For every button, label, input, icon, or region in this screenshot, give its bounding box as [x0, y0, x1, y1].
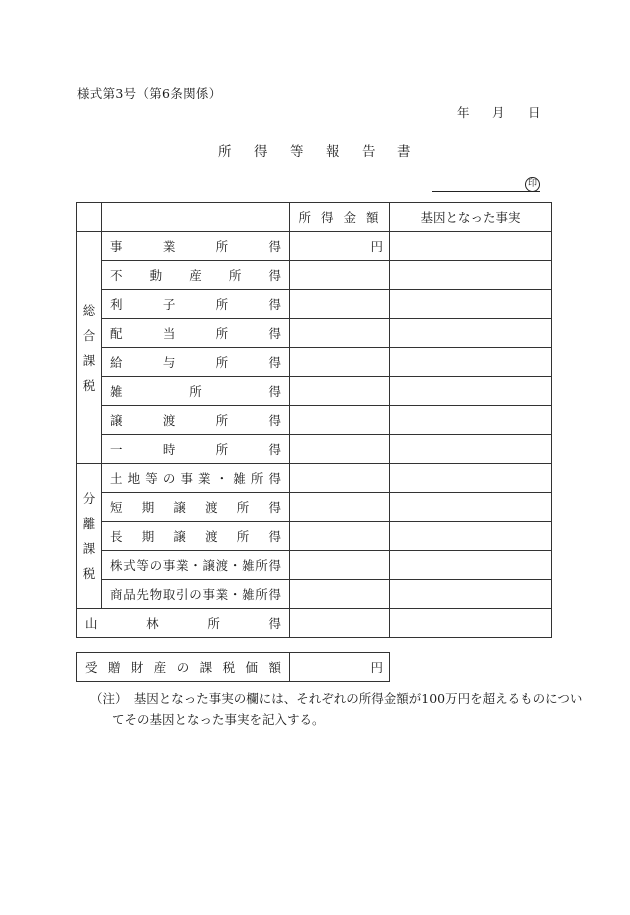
amount-cell[interactable]: [290, 348, 390, 377]
group-label-char: 税: [82, 377, 96, 393]
amount-cell[interactable]: [290, 377, 390, 406]
header-blank-cell: [77, 203, 102, 232]
row-label: 株式等の事業・譲渡・雑所得: [102, 551, 290, 580]
table-row: [77, 406, 552, 435]
amount-cell[interactable]: [290, 261, 390, 290]
group-label-bunri: [77, 464, 102, 609]
row-label: 事業所得: [102, 232, 290, 261]
table-row: [77, 609, 552, 638]
group-label-char: 課: [82, 541, 96, 556]
date-month: 月: [492, 105, 505, 120]
amount-cell[interactable]: [290, 580, 390, 609]
row-label: 土地等の事業・雑所得: [102, 464, 290, 493]
table-row: [77, 261, 552, 290]
form-number: 様式第3号（第6条関係）: [77, 86, 222, 101]
basis-cell[interactable]: [390, 377, 552, 406]
table-row: [77, 348, 552, 377]
row-label-forest: 山林所得: [77, 609, 290, 638]
income-table: [76, 202, 552, 638]
basis-cell[interactable]: [390, 493, 552, 522]
basis-cell[interactable]: [390, 464, 552, 493]
title-char: 告: [362, 144, 376, 160]
note-line-2: てその基因となった事実を記入する。: [112, 712, 325, 727]
basis-cell[interactable]: [390, 609, 552, 638]
table-row: [77, 551, 552, 580]
amount-cell[interactable]: 円: [290, 232, 390, 261]
table-row: [77, 580, 552, 609]
amount-cell[interactable]: [290, 319, 390, 348]
row-label: 短期譲渡所得: [102, 493, 290, 522]
name-line: [432, 191, 540, 192]
amount-cell[interactable]: [290, 551, 390, 580]
basis-cell[interactable]: [390, 522, 552, 551]
table-row: [77, 464, 552, 493]
row-label: 譲渡所得: [102, 406, 290, 435]
group-label-char: 分: [82, 491, 96, 506]
table-header-row: [77, 203, 552, 232]
amount-cell[interactable]: [290, 406, 390, 435]
group-label-char: 税: [82, 566, 96, 581]
note-line-1: （注） 基因となった事実の欄には、それぞれの所得金額が100万円を超えるものについ: [90, 691, 583, 706]
table-row: [77, 435, 552, 464]
amount-cell[interactable]: [290, 493, 390, 522]
seal-mark: 印: [525, 177, 540, 192]
basis-cell[interactable]: [390, 290, 552, 319]
table-row: [77, 377, 552, 406]
group-label-char: 総: [82, 302, 96, 318]
table-row: [77, 232, 552, 261]
table-row: [77, 653, 390, 682]
group-label-char: 合: [82, 327, 96, 343]
amount-cell[interactable]: [290, 522, 390, 551]
basis-cell[interactable]: [390, 261, 552, 290]
row-label: 一時所得: [102, 435, 290, 464]
title-char: 等: [290, 144, 304, 160]
row-label: 利子所得: [102, 290, 290, 319]
basis-cell[interactable]: [390, 406, 552, 435]
basis-cell[interactable]: [390, 580, 552, 609]
amount-cell[interactable]: [290, 464, 390, 493]
title-char: 所: [218, 144, 232, 160]
row-label: 雑所得: [102, 377, 290, 406]
amount-cell[interactable]: [290, 609, 390, 638]
row-label: 長期譲渡所得: [102, 522, 290, 551]
group-label-char: 課: [82, 352, 96, 368]
gift-table: [76, 652, 390, 682]
group-label-sogo: [77, 232, 102, 464]
amount-cell[interactable]: [290, 290, 390, 319]
title-char: 報: [326, 144, 340, 160]
table-row: [77, 522, 552, 551]
title-char: 書: [397, 144, 411, 160]
basis-cell[interactable]: [390, 551, 552, 580]
table-row: [77, 493, 552, 522]
table-row: [77, 319, 552, 348]
date-year: 年: [457, 105, 470, 120]
row-label: 給与所得: [102, 348, 290, 377]
amount-cell[interactable]: [290, 435, 390, 464]
header-amount: 所得金額: [290, 203, 390, 232]
header-blank-cell: [102, 203, 290, 232]
date-day: 日: [528, 105, 541, 120]
header-basis: 基因となった事実: [390, 203, 552, 232]
row-label: 不動産所得: [102, 261, 290, 290]
row-label: 商品先物取引の事業・雑所得: [102, 580, 290, 609]
group-label-char: 離: [82, 516, 96, 531]
row-label: 配当所得: [102, 319, 290, 348]
gift-label: 受贈財産の課税価額: [77, 653, 290, 682]
basis-cell[interactable]: [390, 348, 552, 377]
basis-cell[interactable]: [390, 232, 552, 261]
title-char: 得: [254, 144, 268, 160]
basis-cell[interactable]: [390, 435, 552, 464]
gift-amount-cell[interactable]: 円: [290, 653, 390, 682]
table-row: [77, 290, 552, 319]
basis-cell[interactable]: [390, 319, 552, 348]
